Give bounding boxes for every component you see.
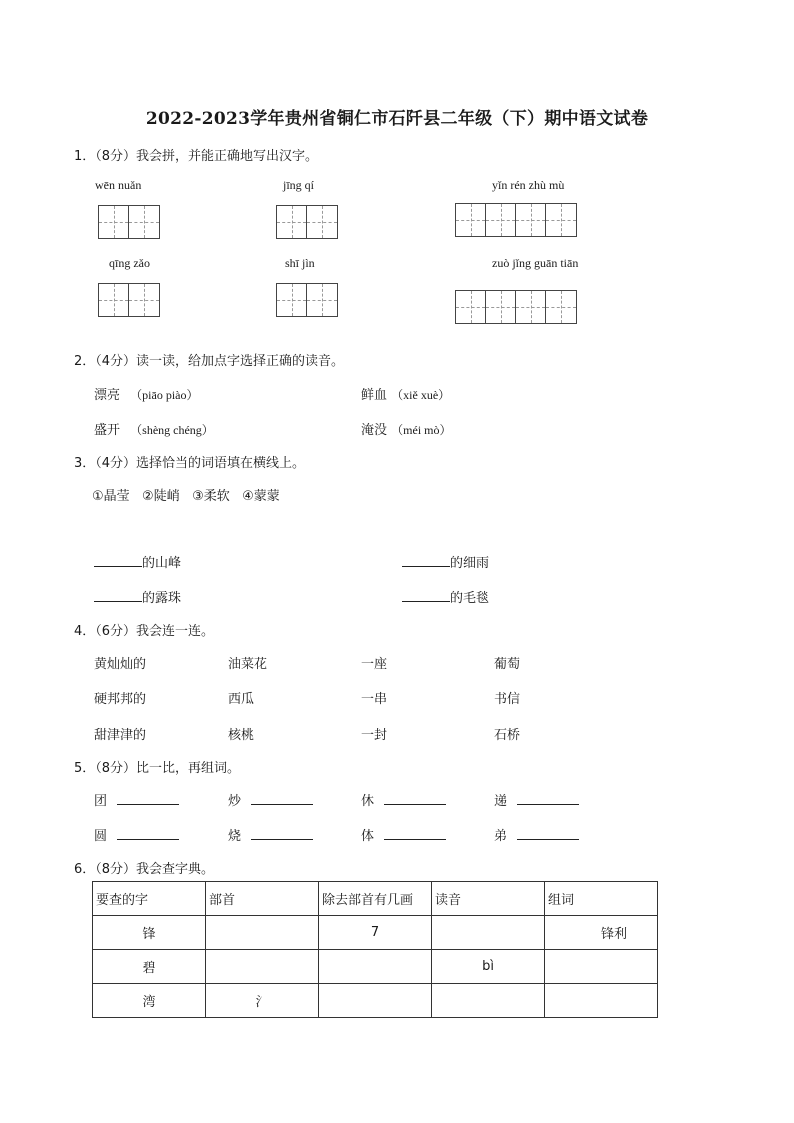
table-cell: bì [432,950,545,984]
pinyin-2: jīng qí [283,178,315,192]
match-item[interactable]: 核桃 [228,728,255,743]
q5-item: 体 [361,825,446,844]
table-header-row [93,882,658,916]
pinyin-1: wēn nuǎn [95,178,142,192]
answer-blank[interactable] [251,827,313,840]
match-item[interactable]: 书信 [494,692,521,707]
q2-options[interactable]: （xiě xuè） [391,388,451,402]
q5-item: 烧 [228,825,313,844]
q3-item: 的细雨 [402,552,489,571]
q2-options[interactable]: （shèng chéng） [130,423,214,437]
q5-item: 圆 [94,825,179,844]
pinyin-3: yǐn rén zhù mù [492,178,565,192]
table-cell[interactable] [206,916,319,950]
q5-item: 递 [494,790,579,809]
answer-blank[interactable] [384,792,446,805]
answer-blank[interactable] [517,792,579,805]
match-item[interactable]: 葡萄 [494,657,521,672]
table-header: 要查的字 [93,882,206,916]
table-header: 读音 [432,882,545,916]
table-row [93,916,658,950]
table-cell[interactable] [432,916,545,950]
q5-item: 休 [361,790,446,809]
table-header: 除去部首有几画 [319,882,432,916]
pinyin-4: qīng zǎo [109,256,150,270]
answer-blank[interactable] [384,827,446,840]
match-item[interactable]: 黄灿灿的 [94,657,147,672]
table-header: 部首 [206,882,319,916]
q5-item: 炒 [228,790,313,809]
match-item[interactable]: 一串 [361,692,388,707]
writing-grid[interactable] [455,203,577,237]
table-cell[interactable] [545,950,658,984]
question-3-label: 3．（4分）选择恰当的词语填在横线上。 [74,456,306,471]
q2-word: 盛开 [94,423,121,438]
answer-blank[interactable] [117,792,179,805]
question-4-label: 4．（6分）我会连一连。 [74,624,215,639]
answer-blank[interactable] [251,792,313,805]
writing-grid[interactable] [276,205,338,239]
q2-options[interactable]: （méi mò） [391,423,452,437]
q3-choices: ①晶莹 ②陡峭 ③柔软 ④蒙蒙 [92,489,280,504]
q2-word: 淹没 [361,423,388,438]
match-item[interactable]: 一座 [361,657,388,672]
writing-grid[interactable] [276,283,338,317]
q3-item: 的山峰 [94,552,181,571]
match-item[interactable]: 石桥 [494,728,521,743]
question-5-label: 5．（8分）比一比，再组词。 [74,761,241,776]
match-item[interactable]: 西瓜 [228,692,255,707]
question-1-label: 1．（8分）我会拼，并能正确地写出汉字。 [74,149,319,164]
question-2-label: 2．（4分）读一读，给加点字选择正确的读音。 [74,354,345,369]
pinyin-6: zuò jǐng guān tiān [492,256,579,270]
writing-grid[interactable] [455,290,577,324]
table-row [93,950,658,984]
table-cell[interactable] [206,950,319,984]
writing-grid[interactable] [98,205,160,239]
q5-item: 团 [94,790,179,809]
table-cell: 锋 [93,916,206,950]
q2-item [361,384,450,403]
table-cell: 氵 [206,984,319,1018]
table-cell: 锋利 [545,916,658,950]
q2-options[interactable]: （piāo piào） [130,388,199,402]
q2-item [94,384,198,403]
q3-item: 的毛毯 [402,587,489,606]
writing-grid[interactable] [98,283,160,317]
page-title: 2022-2023学年贵州省铜仁市石阡县二年级（下）期中语文试卷 [145,109,649,129]
answer-blank[interactable] [402,589,450,602]
table-header: 组词 [545,882,658,916]
q2-word: 漂亮 [94,388,121,403]
table-cell[interactable] [319,950,432,984]
match-item[interactable]: 硬邦邦的 [94,692,147,707]
table-cell[interactable] [545,984,658,1018]
q2-item [94,419,214,438]
table-cell[interactable] [319,984,432,1018]
answer-blank[interactable] [117,827,179,840]
answer-blank[interactable] [517,827,579,840]
match-item[interactable]: 甜津津的 [94,728,147,743]
table-cell: 7 [319,916,432,950]
pinyin-5: shī jìn [285,256,315,270]
answer-blank[interactable] [94,589,142,602]
table-cell: 湾 [93,984,206,1018]
question-6-label: 6．（8分）我会查字典。 [74,862,215,877]
answer-blank[interactable] [402,554,450,567]
q3-item: 的露珠 [94,587,181,606]
answer-blank[interactable] [94,554,142,567]
table-cell[interactable] [432,984,545,1018]
q2-item [361,419,452,438]
q5-item: 弟 [494,825,579,844]
table-row [93,984,658,1018]
q2-word: 鲜血 [361,388,388,403]
dictionary-table [92,881,658,1018]
match-item[interactable]: 油菜花 [228,657,268,672]
match-item[interactable]: 一封 [361,728,388,743]
table-cell: 碧 [93,950,206,984]
